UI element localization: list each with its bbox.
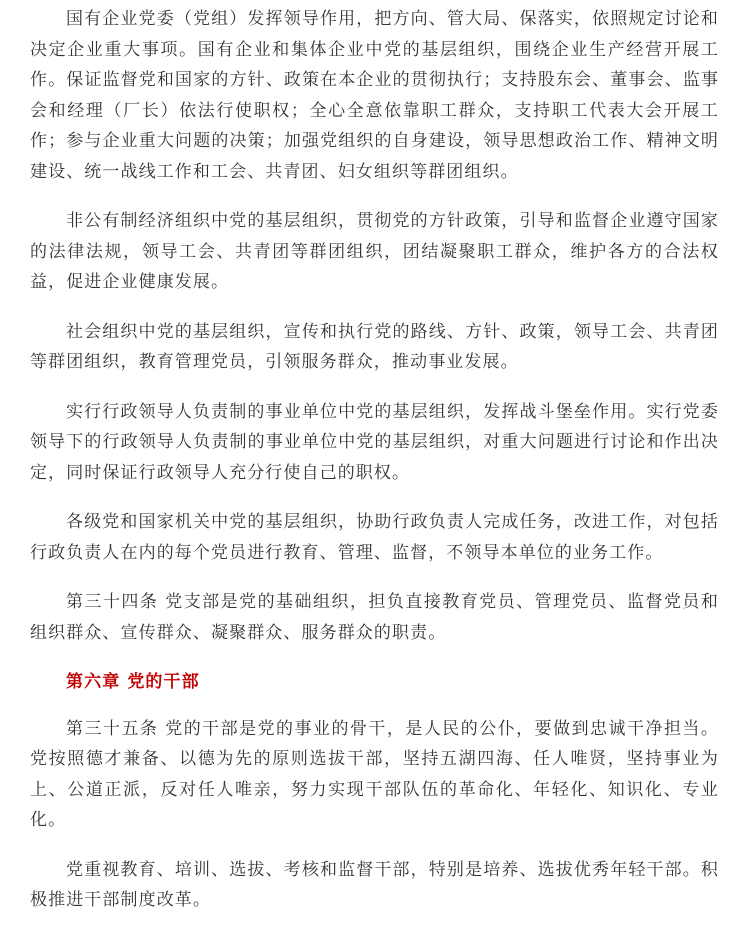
paragraph-non-public-economy: 非公有制经济组织中党的基层组织，贯彻党的方针政策，引导和监督企业遵守国家的法律法规，领导工会、共青团等群团组织，团结凝聚职工群众，维护各方的合法权益，促进企业健康发展。 — [30, 211, 719, 292]
chapter-heading: 第六章 党的干部 — [66, 672, 200, 692]
paragraph-social-organizations: 社会组织中党的基层组织，宣传和执行党的路线、方针、政策，领导工会、共青团等群团组织，教育管理党员，引领服务群众，推动事业发展。 — [30, 321, 719, 372]
paragraph-soe-party-committee: 国有企业党委（党组）发挥领导作用，把方向、管大局、保落实，依照规定讨论和决定企业重大事项。国有企业和集体企业中党的基层组织，围绕企业生产经营开展工作。保证监督党和国家的方针、政策在本企业的贯彻执行；支持股东会、董事会、监事会和经理（厂长）依法行使职权；全心全意依靠职工群众，支持职工代表大会开展工作；参与企业重大问题的决策；加强党组织的自身建设，领导思想政治工作、精神文明建设、统一战线工作和工会、共青团、妇女组织等群团组织。 — [30, 9, 719, 182]
paragraph-state-organs: 各级党和国家机关中党的基层组织，协助行政负责人完成任务，改进工作，对包括行政负责人在内的每个党员进行教育、管理、监督，不领导本单位的业务工作。 — [30, 512, 719, 563]
paragraph-article-35: 第三十五条 党的干部是党的事业的骨干，是人民的公仆，要做到忠诚干净担当。党按照德才兼备、以德为先的原则选拔干部，坚持五湖四海、任人唯贤，坚持事业为上、公道正派，反对任人唯亲，努力实现干部队伍的革命化、年轻化、知识化、专业化。 — [30, 718, 719, 830]
paragraph-cadre-training: 党重视教育、培训、选拔、考核和监督干部，特别是培养、选拔优秀年轻干部。积极推进干部制度改革。 — [30, 859, 719, 910]
paragraph-public-institutions: 实行行政领导人负责制的事业单位中党的基层组织，发挥战斗堡垒作用。实行党委领导下的行政领导人负责制的事业单位中党的基层组织，对重大问题进行讨论和作出决定，同时保证行政领导人充分行使自己的职权。 — [30, 401, 719, 483]
paragraph-article-34: 第三十四条 党支部是党的基础组织，担负直接教育党员、管理党员、监督党员和组织群众、宣传群众、凝聚群众、服务群众的职责。 — [30, 592, 719, 643]
